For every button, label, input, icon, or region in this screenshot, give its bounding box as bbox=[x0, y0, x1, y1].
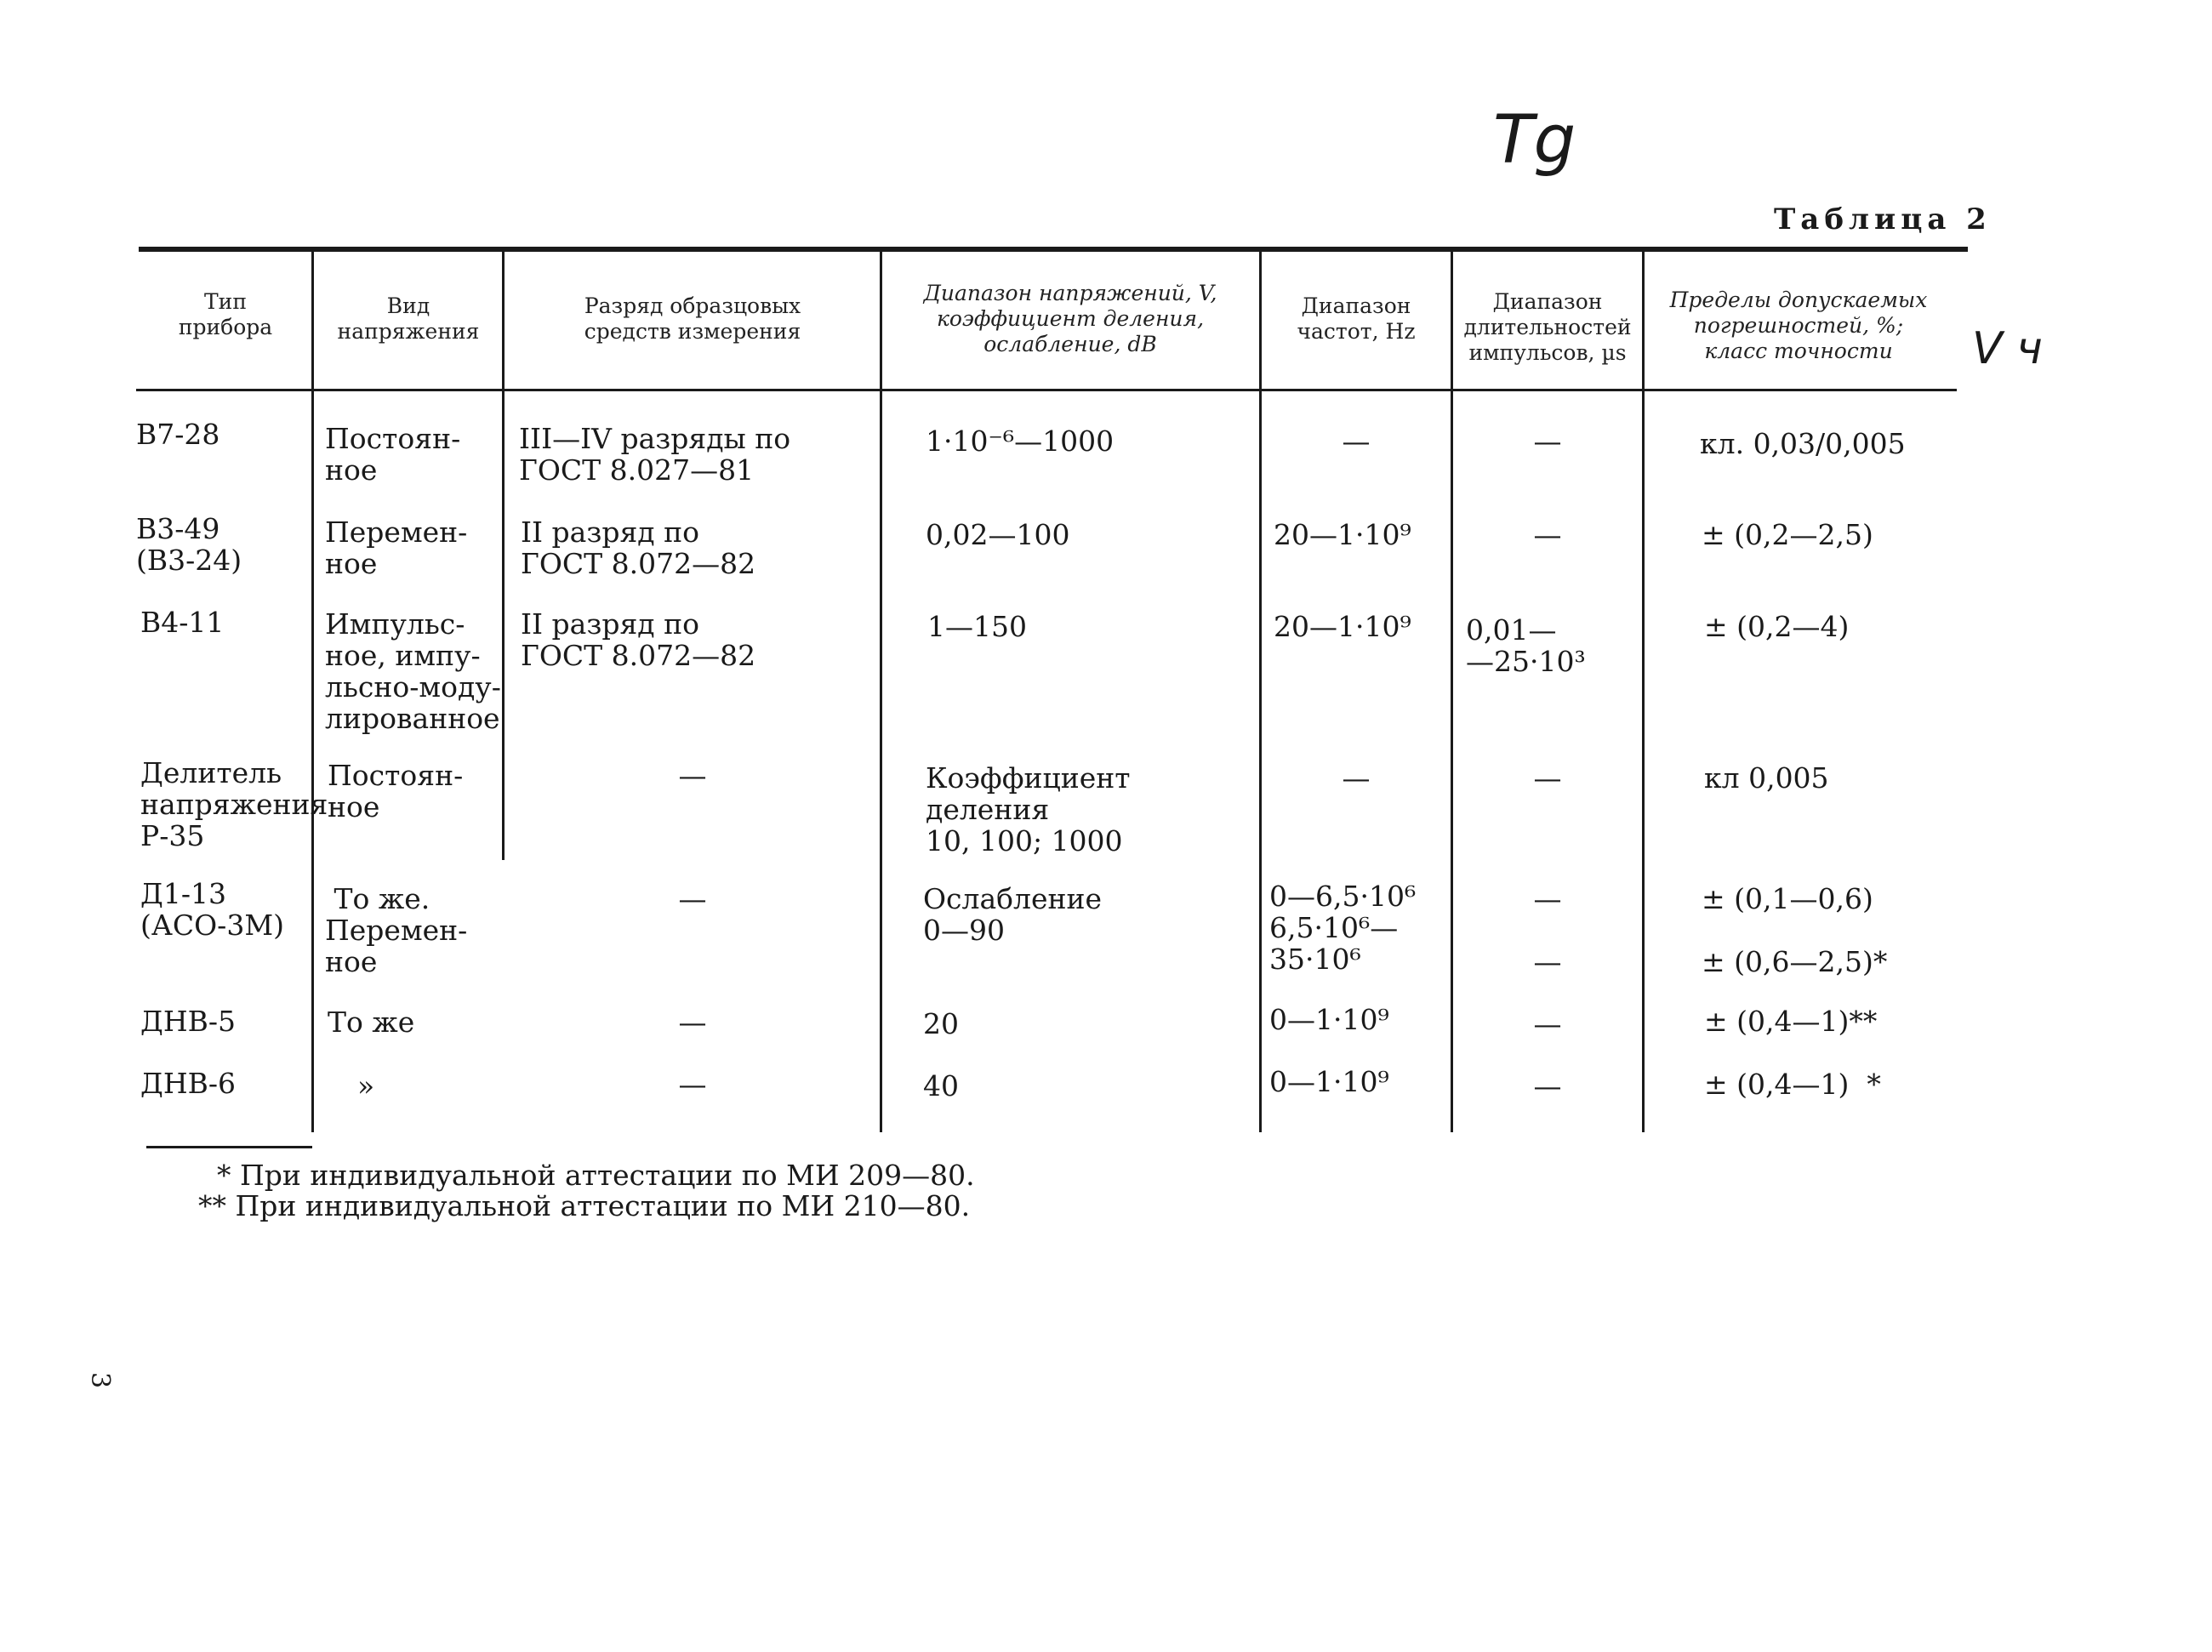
header-pulse-range: Диапазон длительностей импульсов, µs bbox=[1463, 289, 1632, 365]
cell-voltage-range: 1—150 bbox=[927, 610, 1027, 643]
cell-voltage-range: 20 bbox=[923, 1007, 959, 1040]
cell-voltage-kind: То же. Перемен- ное bbox=[325, 882, 468, 978]
cell-pulse-range: — bbox=[1533, 761, 1562, 795]
cell-pulse-range: — bbox=[1533, 1007, 1562, 1040]
footnote: * При индивидуальной аттестации по МИ 209—80. bbox=[217, 1159, 975, 1192]
header-voltage-range: Диапазон напряжений, V, коэффициент деления, ослабление, dB bbox=[923, 281, 1217, 356]
column-divider bbox=[880, 252, 882, 1132]
cell-voltage-range: Коэффициент деления 10, 100; 1000 bbox=[926, 761, 1131, 857]
header-device-type: Тип прибора bbox=[178, 289, 273, 339]
cell-frequency-range: 20—1·10⁹ bbox=[1274, 610, 1411, 643]
cell-pulse-range: — bbox=[1533, 1069, 1562, 1102]
cell-reference-grade: II разряд по ГОСТ 8.072—82 bbox=[521, 607, 756, 672]
cell-device-type: Делитель напряжения Р-35 bbox=[140, 756, 328, 852]
column-divider bbox=[311, 252, 314, 1132]
table-title: Таблица 2 bbox=[1774, 202, 1992, 236]
cell-reference-grade: — bbox=[678, 1068, 707, 1101]
cell-device-type: ДНВ-5 bbox=[140, 1005, 237, 1038]
cell-frequency-range: 0—1·10⁹ bbox=[1269, 1065, 1389, 1098]
cell-error-limits: ± (0,4—1) * bbox=[1704, 1068, 1881, 1101]
cell-reference-grade: — bbox=[678, 1005, 707, 1039]
cell-error-limits: ± (0,4—1)** bbox=[1704, 1005, 1878, 1038]
table-top-rule bbox=[139, 247, 1968, 252]
footnote-rule bbox=[146, 1146, 312, 1148]
footnote: ** При индивидуальной аттестации по МИ 210—80. bbox=[198, 1189, 971, 1222]
cell-voltage-kind: » bbox=[357, 1069, 375, 1102]
page-number: 3 bbox=[85, 1371, 116, 1389]
cell-pulse-range: — bbox=[1533, 424, 1562, 458]
handwritten-annotation-top: Tg bbox=[1493, 102, 1576, 179]
cell-voltage-range: 1·10⁻⁶—1000 bbox=[926, 424, 1115, 458]
cell-device-type: В3-49 (В3-24) bbox=[136, 512, 242, 577]
cell-device-type: В4-11 bbox=[140, 606, 225, 639]
header-reference-grade: Разряд образцовых средств измерения bbox=[584, 293, 801, 344]
header-frequency-range: Диапазон частот, Hz bbox=[1297, 293, 1416, 344]
cell-voltage-kind: Импульс- ное, импу- льсно-моду- лированное bbox=[325, 607, 501, 735]
cell-pulse-range: 0,01— —25·10³ bbox=[1466, 613, 1586, 678]
cell-voltage-kind: То же bbox=[328, 1005, 415, 1039]
column-divider bbox=[502, 252, 505, 860]
cell-reference-grade: III—IV разряды по ГОСТ 8.027—81 bbox=[519, 422, 791, 487]
cell-voltage-kind: Постоян- ное bbox=[325, 422, 461, 487]
column-divider bbox=[1642, 252, 1645, 1132]
cell-frequency-range: 20—1·10⁹ bbox=[1274, 518, 1411, 551]
cell-voltage-range: 0,02—100 bbox=[926, 518, 1070, 551]
cell-error-limits: ± (0,2—2,5) bbox=[1702, 518, 1873, 551]
header-error-limits: Пределы допускаемых погрешностей, %; класс точности bbox=[1669, 288, 1928, 363]
header-voltage-kind: Вид напряжения bbox=[337, 293, 480, 344]
cell-frequency-range: — bbox=[1342, 424, 1371, 458]
cell-frequency-range: 0—6,5·10⁶ 6,5·10⁶— 35·10⁶ bbox=[1269, 880, 1417, 976]
cell-error-limits: кл. 0,03/0,005 bbox=[1700, 427, 1906, 460]
cell-frequency-range: 0—1·10⁹ bbox=[1269, 1003, 1389, 1036]
cell-voltage-kind: Постоян- ное bbox=[328, 759, 464, 823]
cell-pulse-range: — — bbox=[1533, 882, 1562, 978]
cell-voltage-kind: Перемен- ное bbox=[325, 516, 468, 580]
cell-device-type: В7-28 bbox=[136, 418, 220, 451]
cell-error-limits: ± (0,2—4) bbox=[1704, 610, 1850, 643]
cell-device-type: ДНВ-6 bbox=[140, 1067, 237, 1100]
cell-device-type: Д1-13 (АСО-3М) bbox=[140, 877, 284, 942]
cell-error-limits: ± (0,1—0,6) ± (0,6—2,5)* bbox=[1702, 882, 1888, 978]
cell-reference-grade: — bbox=[678, 882, 707, 915]
cell-pulse-range: — bbox=[1533, 518, 1562, 551]
cell-reference-grade: — bbox=[678, 759, 707, 792]
cell-error-limits: кл 0,005 bbox=[1704, 761, 1829, 795]
header-bottom-rule bbox=[136, 389, 1957, 391]
cell-frequency-range: — bbox=[1342, 761, 1371, 795]
column-divider bbox=[1451, 252, 1453, 1132]
column-divider bbox=[1259, 252, 1262, 1132]
cell-voltage-range: Ослабление 0—90 bbox=[923, 882, 1103, 947]
handwritten-annotation-side: V ч bbox=[1972, 323, 2043, 374]
cell-voltage-range: 40 bbox=[923, 1069, 959, 1102]
cell-reference-grade: II разряд по ГОСТ 8.072—82 bbox=[521, 516, 756, 580]
